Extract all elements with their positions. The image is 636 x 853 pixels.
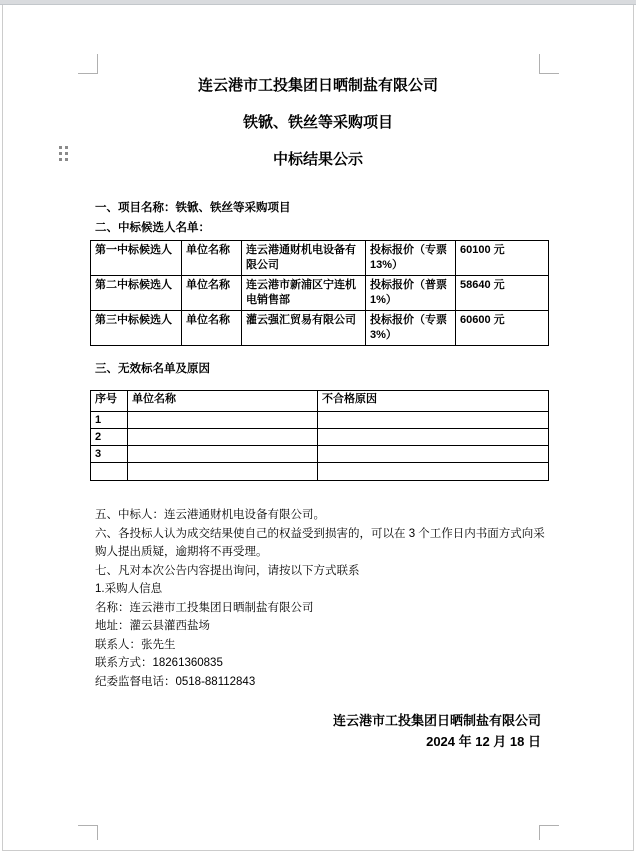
seq-cell — [91, 463, 128, 481]
window-top-edge — [0, 0, 636, 5]
page-edge-bottom — [2, 850, 634, 851]
contact-address: 地址：灌云县灌西盐场 — [95, 620, 210, 632]
candidate-rank-cell: 第一中标候选人 — [91, 241, 182, 276]
unit-label-cell: 单位名称 — [182, 311, 242, 346]
seq-cell: 3 — [91, 446, 128, 463]
table-row — [91, 429, 549, 446]
page-edge-right — [633, 5, 634, 850]
unit-name-cell — [128, 412, 318, 429]
contact-name: 名称：连云港市工投集团日晒制盐有限公司 — [95, 601, 314, 614]
margin-crop-mark-top-right — [539, 54, 559, 74]
doc-heading: 中标结果公示 — [272, 151, 363, 168]
lower-text-block — [95, 506, 547, 691]
candidates-table — [90, 240, 549, 346]
header-seq: 序号 — [91, 391, 128, 412]
margin-crop-mark-top-left — [78, 54, 98, 74]
doc-subtitle: 铁锨、铁丝等采购项目 — [242, 114, 393, 131]
contact-person: 联系人：张先生 — [95, 638, 176, 651]
header-unit-name: 单位名称 — [128, 391, 318, 412]
candidate-rank-cell: 第三中标候选人 — [91, 311, 182, 346]
footer-date: 2024 年 12 月 18 日 — [426, 734, 541, 749]
seq-cell: 1 — [91, 412, 128, 429]
drag-handle-icon[interactable] — [59, 146, 68, 161]
quote-label-cell: 投标报价（普票1%） — [366, 276, 456, 311]
invalid-bids-table — [90, 390, 549, 481]
section-3-invalid-bids-label: 三、无效标名单及原因 — [95, 363, 210, 375]
margin-crop-mark-bottom-left — [78, 825, 98, 840]
quote-label-cell: 投标报价（专票3%） — [366, 311, 456, 346]
footer-company-signature: 连云港市工投集团日晒制盐有限公司 — [332, 713, 541, 728]
unit-label-cell: 单位名称 — [182, 241, 242, 276]
section-5-winner: 五、中标人：连云港通财机电设备有限公司。 — [95, 509, 325, 521]
purchaser-info-heading: 1.采购人信息 — [95, 583, 163, 595]
company-cell: 灌云强汇贸易有限公司 — [242, 311, 366, 346]
unit-name-cell — [128, 429, 318, 446]
contact-supervision-phone: 纪委监督电话：0518-88112843 — [95, 675, 256, 688]
table-row — [91, 446, 549, 463]
page-edge-left — [2, 5, 3, 850]
fail-reason-cell — [318, 463, 549, 481]
table-header-row — [91, 391, 549, 412]
margin-crop-mark-bottom-right — [539, 825, 559, 840]
contact-phone: 联系方式：18261360835 — [95, 657, 223, 669]
unit-label-cell: 单位名称 — [182, 276, 242, 311]
section-6-objection-notice: 六、各投标人认为成交结果使自己的权益受到损害的，可以在 3 个工作日内书面方式向采购人提出质疑，逾期将不再受理。 — [95, 527, 545, 558]
price-cell: 58640 元 — [456, 276, 549, 311]
seq-cell: 2 — [91, 429, 128, 446]
section-1-project-name: 一、项目名称：铁锨、铁丝等采购项目 — [95, 202, 291, 214]
header-fail-reason: 不合格原因 — [318, 391, 549, 412]
section-2-candidates-label: 二、中标候选人名单： — [95, 222, 210, 234]
company-cell: 连云港市新浦区宁连机电销售部 — [242, 276, 366, 311]
table-row — [91, 241, 549, 276]
doc-title: 连云港市工投集团日晒制盐有限公司 — [197, 77, 438, 94]
company-cell: 连云港通财机电设备有限公司 — [242, 241, 366, 276]
fail-reason-cell — [318, 412, 549, 429]
table-row — [91, 412, 549, 429]
unit-name-cell — [128, 446, 318, 463]
table-row — [91, 311, 549, 346]
price-cell: 60100 元 — [456, 241, 549, 276]
fail-reason-cell — [318, 446, 549, 463]
candidate-rank-cell: 第二中标候选人 — [91, 276, 182, 311]
price-cell: 60600 元 — [456, 311, 549, 346]
unit-name-cell — [128, 463, 318, 481]
fail-reason-cell — [318, 429, 549, 446]
quote-label-cell: 投标报价（专票13%） — [366, 241, 456, 276]
section-7-inquiry-notice: 七、凡对本次公告内容提出询问，请按以下方式联系 — [95, 564, 360, 577]
table-row — [91, 463, 549, 481]
table-row — [91, 276, 549, 311]
